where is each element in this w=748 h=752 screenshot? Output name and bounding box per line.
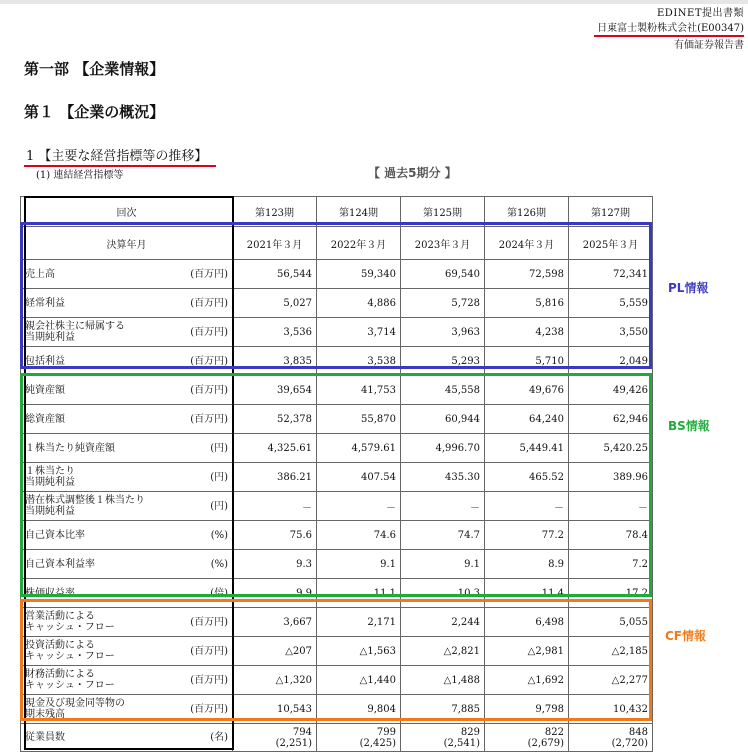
row-label-cell [21,289,233,318]
table-row [21,666,653,695]
value-cell: 3,550 [569,318,653,347]
value-cell: 10,543 [233,695,317,724]
row-unit: (百万円) [190,355,228,367]
table-row [21,695,653,724]
value-cell: 5,293 [401,347,485,376]
period-header-row [21,197,653,227]
row-unit: (百万円) [190,413,228,425]
table-row [21,289,653,318]
employee-temp-count: (2,251) [275,737,312,749]
value-cell: 8.9 [485,550,569,579]
period-note: 【 過去5期分 】 [368,166,457,180]
value-cell: 9.1 [317,550,401,579]
row-unit: (%) [210,529,228,541]
row-unit: (百万円) [190,645,228,657]
value-cell: 17.2 [569,579,653,608]
value-cell: 75.6 [233,521,317,550]
value-cell: 435.30 [401,463,485,492]
fiscal-date-cell: 2024年３月 [485,227,569,260]
chapter-title: 第１ 【企業の概況】 [24,103,165,121]
value-cell: 9.9 [233,579,317,608]
row-label-cell [21,521,233,550]
employee-temp-count: (2,425) [359,737,396,749]
row-label: 自己資本利益率 [25,558,95,570]
value-cell: △1,692 [485,666,569,695]
value-cell: 5,816 [485,289,569,318]
company-underline [594,35,744,37]
value-cell: 5,449.41 [485,434,569,463]
value-cell: 49,426 [569,376,653,405]
row-label-cell [21,695,233,724]
value-cell: 389.96 [569,463,653,492]
row-label: 現金及び現金同等物の 期末残高 [25,698,125,720]
value-cell: 2,171 [317,608,401,637]
value-cell: 3,963 [401,318,485,347]
value-cell: 407.54 [317,463,401,492]
value-cell: 74.7 [401,521,485,550]
row-label-cell [21,608,233,637]
value-cell: 11.1 [317,579,401,608]
value-cell: 9.1 [401,550,485,579]
row-unit: (百万円) [190,674,228,686]
value-cell: △2,981 [485,637,569,666]
value-cell: 49,676 [485,376,569,405]
part-title: 第一部 【企業情報】 [24,60,165,78]
value-cell: 11.4 [485,579,569,608]
value-cell: 6,498 [485,608,569,637]
cf-annotation: CF情報 [665,629,707,643]
row-label-cell [21,550,233,579]
top-bar [0,0,748,4]
value-cell: 2,049 [569,347,653,376]
value-cell: 4,325.61 [233,434,317,463]
value-cell: 386.21 [233,463,317,492]
row-unit: (%) [210,558,228,570]
value-cell: 62,946 [569,405,653,434]
value-cell [317,724,401,752]
row-label: 財務活動による キャッシュ・フロー [25,669,115,691]
row-label: 潜在株式調整後１株当たり 当期純利益 [25,495,145,517]
fiscal-date-cell: 2022年３月 [317,227,401,260]
employee-count: 822 [544,726,564,738]
period-cell: 第124期 [317,197,401,227]
row-unit: (円) [210,471,228,483]
period-cell: 第123期 [233,197,317,227]
employees-row [21,724,653,752]
header-label-cell: 回次 [21,197,233,227]
employee-temp-count: (2,541) [443,737,480,749]
value-cell: 41,753 [317,376,401,405]
row-label-cell [21,260,233,289]
value-cell: － [485,492,569,521]
row-unit: (百万円) [190,616,228,628]
table-row [21,521,653,550]
value-cell: 7,885 [401,695,485,724]
row-unit: (百万円) [190,384,228,396]
value-cell: 3,714 [317,318,401,347]
row-label: 総資産額 [25,413,65,425]
value-cell [401,724,485,752]
row-label: 売上高 [25,268,55,280]
value-cell: 59,340 [317,260,401,289]
row-unit: (円) [210,500,228,512]
value-cell: 52,378 [233,405,317,434]
period-cell: 第127期 [569,197,653,227]
value-cell: 10,432 [569,695,653,724]
value-cell: － [569,492,653,521]
value-cell: 5,027 [233,289,317,318]
subsection-title: (1) 連結経営指標等 [36,170,124,181]
row-label-cell [21,492,233,521]
table-row [21,492,653,521]
edinet-label: EDINET提出書類 [657,8,744,19]
row-label: 従業員数 [25,732,65,743]
value-cell: － [233,492,317,521]
row-label-cell [21,434,233,463]
employee-temp-count: (2,720) [611,737,648,749]
value-cell: 5,710 [485,347,569,376]
value-cell [233,724,317,752]
row-unit: (百万円) [190,326,228,338]
value-cell: 60,944 [401,405,485,434]
row-label: 経常利益 [25,297,65,309]
row-unit: (百万円) [190,297,228,309]
row-label-cell [21,347,233,376]
value-cell: △1,488 [401,666,485,695]
table-row [21,637,653,666]
value-cell: 39,654 [233,376,317,405]
row-label: 投資活動による キャッシュ・フロー [25,640,115,662]
value-cell: 7.2 [569,550,653,579]
fiscal-label-cell: 決算年月 [21,227,233,260]
value-cell: 74.6 [317,521,401,550]
employee-count: 848 [628,726,648,738]
value-cell: △2,185 [569,637,653,666]
value-cell: 10.3 [401,579,485,608]
table-row [21,579,653,608]
value-cell: 9.3 [233,550,317,579]
row-label-cell [21,318,233,347]
value-cell: 2,244 [401,608,485,637]
value-cell: 3,538 [317,347,401,376]
value-cell: 9,804 [317,695,401,724]
value-cell: 64,240 [485,405,569,434]
table-row [21,318,653,347]
table-row [21,347,653,376]
row-label-cell [21,579,233,608]
table-row [21,608,653,637]
period-cell: 第126期 [485,197,569,227]
pl-annotation: PL情報 [668,281,709,295]
table-row [21,463,653,492]
value-cell: 3,536 [233,318,317,347]
period-cell: 第125期 [401,197,485,227]
row-label: 包括利益 [25,355,65,367]
value-cell: 4,579.61 [317,434,401,463]
value-cell: 5,420.25 [569,434,653,463]
row-label-cell [21,724,233,752]
section-title: 1 【主要な経営指標等の推移】 [26,149,208,164]
employee-count: 799 [376,726,396,738]
value-cell: 72,341 [569,260,653,289]
employee-count: 794 [292,726,312,738]
fiscal-date-cell: 2023年３月 [401,227,485,260]
table-row [21,434,653,463]
value-cell: 69,540 [401,260,485,289]
value-cell: 4,886 [317,289,401,318]
value-cell: 3,667 [233,608,317,637]
row-unit: (百万円) [190,268,228,280]
report-type: 有価証券報告書 [674,40,744,51]
row-label-cell [21,637,233,666]
fiscal-date-cell: 2025年３月 [569,227,653,260]
row-unit: (百万円) [190,703,228,715]
value-cell: △1,440 [317,666,401,695]
value-cell: 72,598 [485,260,569,289]
value-cell: 465.52 [485,463,569,492]
fiscal-date-cell: 2021年３月 [233,227,317,260]
value-cell: 77.2 [485,521,569,550]
value-cell: － [317,492,401,521]
row-label: 営業活動による キャッシュ・フロー [25,611,115,633]
row-label: 親会社株主に帰属する 当期純利益 [25,321,125,343]
company-name: 日東富士製粉株式会社(E00347) [597,23,744,34]
employee-temp-count: (2,679) [527,737,564,749]
employee-count: 829 [460,726,480,738]
row-label: 自己資本比率 [25,529,85,541]
value-cell: 5,559 [569,289,653,318]
row-label-cell [21,376,233,405]
row-unit: (円) [210,442,228,454]
value-cell: 5,728 [401,289,485,318]
value-cell: △2,277 [569,666,653,695]
table-row [21,260,653,289]
value-cell: 5,055 [569,608,653,637]
value-cell: 45,558 [401,376,485,405]
table-row [21,376,653,405]
value-cell: 3,835 [233,347,317,376]
row-unit: (名) [210,732,228,743]
value-cell: △1,563 [317,637,401,666]
value-cell: 4,996.70 [401,434,485,463]
bs-annotation: BS情報 [668,419,710,433]
value-cell: 78.4 [569,521,653,550]
row-unit: (倍) [210,587,228,599]
row-label-cell [21,666,233,695]
row-label-cell [21,405,233,434]
value-cell: 55,870 [317,405,401,434]
value-cell: △207 [233,637,317,666]
value-cell: 4,238 [485,318,569,347]
value-cell [569,724,653,752]
value-cell: △2,821 [401,637,485,666]
row-label: １株当たり 当期純利益 [25,466,75,488]
value-cell: △1,320 [233,666,317,695]
value-cell: 9,798 [485,695,569,724]
fiscal-date-row [21,227,653,260]
value-cell: 56,544 [233,260,317,289]
value-cell: － [401,492,485,521]
row-label: 純資産額 [25,384,65,396]
value-cell [485,724,569,752]
table-row [21,405,653,434]
financial-indicators-table [20,196,653,752]
row-label-cell [21,463,233,492]
table-row [21,550,653,579]
row-label: １株当たり純資産額 [25,442,115,454]
row-label: 株価収益率 [25,587,75,599]
